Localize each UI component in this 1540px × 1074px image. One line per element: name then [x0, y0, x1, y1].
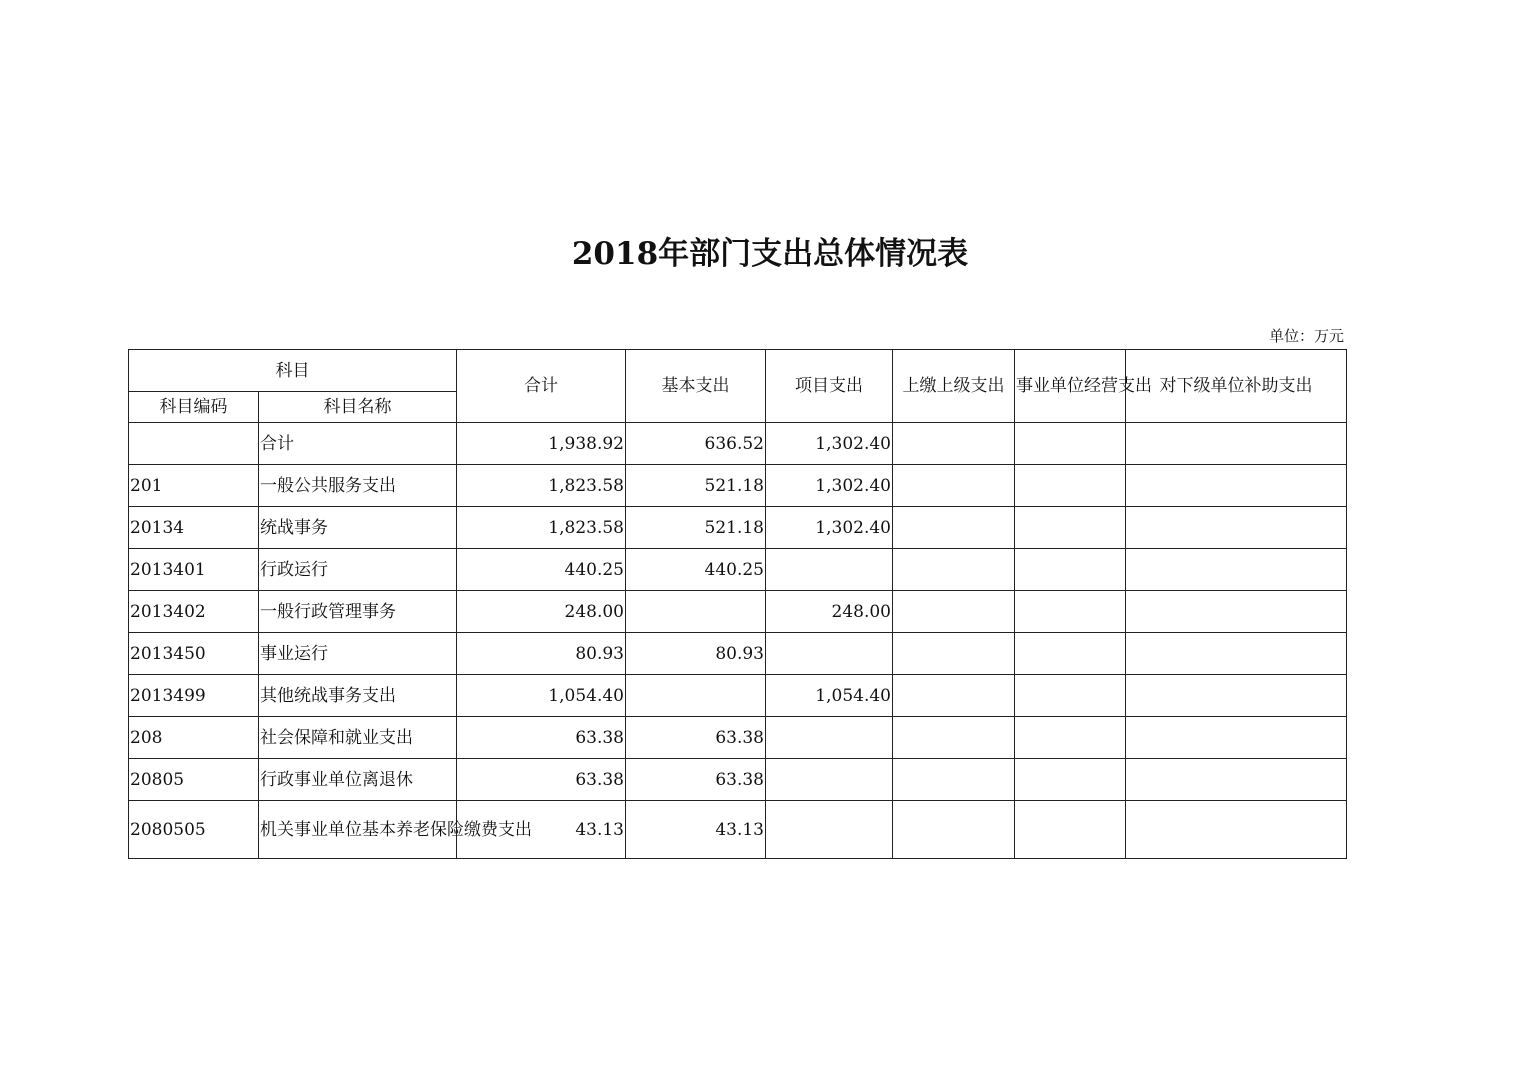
cell-subsidy — [1126, 675, 1347, 717]
cell-code: 2013499 — [129, 675, 259, 717]
cell-total: 440.25 — [457, 549, 626, 591]
cell-subsidy — [1126, 465, 1347, 507]
cell-total: 1,054.40 — [457, 675, 626, 717]
expenditure-table — [128, 349, 1347, 859]
cell-upper — [893, 717, 1015, 759]
table-row — [129, 633, 1347, 675]
cell-code: 2013450 — [129, 633, 259, 675]
cell-upper — [893, 549, 1015, 591]
cell-business — [1015, 507, 1126, 549]
cell-code: 201 — [129, 465, 259, 507]
table-row — [129, 675, 1347, 717]
cell-basic: 440.25 — [626, 549, 766, 591]
cell-name: 行政运行 — [259, 549, 457, 591]
cell-total: 1,938.92 — [457, 423, 626, 465]
cell-basic — [626, 591, 766, 633]
cell-subsidy — [1126, 801, 1347, 859]
table-row — [129, 465, 1347, 507]
cell-basic: 63.38 — [626, 717, 766, 759]
cell-basic: 63.38 — [626, 759, 766, 801]
header-total: 合计 — [457, 350, 626, 423]
cell-code: 20805 — [129, 759, 259, 801]
cell-subsidy — [1126, 507, 1347, 549]
table-row — [129, 507, 1347, 549]
header-subsidy: 对下级单位补助支出 — [1126, 350, 1347, 423]
table-row — [129, 549, 1347, 591]
cell-project: 1,302.40 — [766, 465, 893, 507]
cell-subsidy — [1126, 717, 1347, 759]
header-business: 事业单位经营支出 — [1015, 350, 1126, 423]
header-upper: 上缴上级支出 — [893, 350, 1015, 423]
cell-business — [1015, 549, 1126, 591]
cell-upper — [893, 633, 1015, 675]
cell-upper — [893, 675, 1015, 717]
cell-basic — [626, 675, 766, 717]
cell-business — [1015, 675, 1126, 717]
cell-business — [1015, 717, 1126, 759]
cell-project: 248.00 — [766, 591, 893, 633]
cell-code: 2013402 — [129, 591, 259, 633]
cell-basic: 636.52 — [626, 423, 766, 465]
cell-business — [1015, 633, 1126, 675]
cell-project: 1,302.40 — [766, 423, 893, 465]
cell-business — [1015, 759, 1126, 801]
cell-name: 机关事业单位基本养老保险缴费支出 — [259, 801, 457, 859]
cell-total: 1,823.58 — [457, 507, 626, 549]
header-code: 科目编码 — [129, 392, 259, 423]
cell-subsidy — [1126, 633, 1347, 675]
cell-code: 20134 — [129, 507, 259, 549]
header-subject: 科目 — [129, 350, 457, 392]
cell-name: 统战事务 — [259, 507, 457, 549]
cell-total: 63.38 — [457, 717, 626, 759]
cell-subsidy — [1126, 759, 1347, 801]
cell-subsidy — [1126, 549, 1347, 591]
cell-total: 248.00 — [457, 591, 626, 633]
cell-project — [766, 717, 893, 759]
cell-total: 63.38 — [457, 759, 626, 801]
cell-name: 行政事业单位离退休 — [259, 759, 457, 801]
cell-subsidy — [1126, 423, 1347, 465]
cell-code: 2013401 — [129, 549, 259, 591]
cell-name: 合计 — [259, 423, 457, 465]
table-row — [129, 717, 1347, 759]
cell-name: 事业运行 — [259, 633, 457, 675]
cell-name: 其他统战事务支出 — [259, 675, 457, 717]
table-row — [129, 591, 1347, 633]
cell-name: 社会保障和就业支出 — [259, 717, 457, 759]
header-project: 项目支出 — [766, 350, 893, 423]
cell-project — [766, 759, 893, 801]
cell-upper — [893, 423, 1015, 465]
cell-upper — [893, 507, 1015, 549]
cell-subsidy — [1126, 591, 1347, 633]
header-basic: 基本支出 — [626, 350, 766, 423]
unit-label: 单位：万元 — [1268, 327, 1344, 345]
cell-code — [129, 423, 259, 465]
cell-business — [1015, 423, 1126, 465]
cell-code: 208 — [129, 717, 259, 759]
table-row — [129, 759, 1347, 801]
table-body — [129, 423, 1347, 859]
header-name: 科目名称 — [259, 392, 457, 423]
cell-business — [1015, 801, 1126, 859]
cell-business — [1015, 465, 1126, 507]
cell-name: 一般行政管理事务 — [259, 591, 457, 633]
cell-project: 1,054.40 — [766, 675, 893, 717]
table-row — [129, 801, 1347, 859]
cell-basic: 521.18 — [626, 507, 766, 549]
cell-upper — [893, 465, 1015, 507]
cell-upper — [893, 759, 1015, 801]
cell-upper — [893, 801, 1015, 859]
cell-total: 43.13 — [457, 801, 626, 859]
cell-total: 1,823.58 — [457, 465, 626, 507]
cell-project — [766, 633, 893, 675]
cell-basic: 521.18 — [626, 465, 766, 507]
cell-project — [766, 801, 893, 859]
cell-project: 1,302.40 — [766, 507, 893, 549]
page-title: 2018年部门支出总体情况表 — [571, 236, 969, 272]
cell-project — [766, 549, 893, 591]
table-row — [129, 423, 1347, 465]
cell-total: 80.93 — [457, 633, 626, 675]
cell-code: 2080505 — [129, 801, 259, 859]
cell-upper — [893, 591, 1015, 633]
cell-business — [1015, 591, 1126, 633]
cell-name: 一般公共服务支出 — [259, 465, 457, 507]
cell-basic: 80.93 — [626, 633, 766, 675]
table-header — [129, 350, 1347, 423]
cell-basic: 43.13 — [626, 801, 766, 859]
